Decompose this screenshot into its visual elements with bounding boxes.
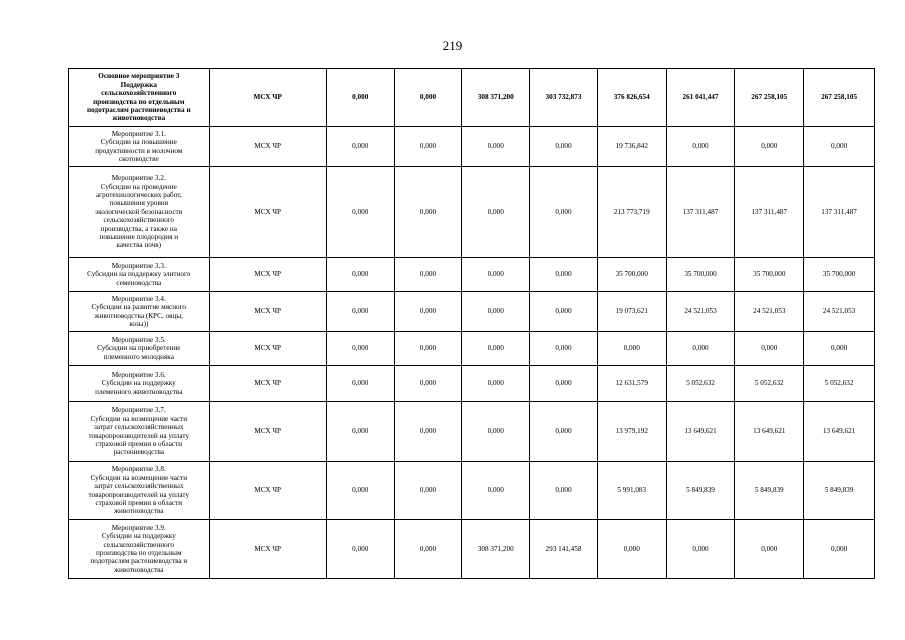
amount-cell: 35 700,000 <box>666 258 735 292</box>
activity-name-line: Мероприятие 3.6. <box>111 370 166 379</box>
activity-name-cell <box>69 366 210 402</box>
activity-name-line: Мероприятие 3.5. <box>111 335 166 344</box>
activity-name-line: Мероприятие 3.7. <box>111 406 166 415</box>
amount-cell: 0,000 <box>394 366 462 402</box>
amount-cell: 0,000 <box>666 127 735 167</box>
amount-cell: 0,000 <box>394 258 462 292</box>
amount-cell: 376 826,654 <box>597 69 666 127</box>
amount-cell: 0,000 <box>326 332 394 366</box>
executor-cell: МСХ ЧР <box>209 167 326 258</box>
budget-table <box>68 68 875 579</box>
executor-cell: МСХ ЧР <box>209 520 326 579</box>
amount-cell: 137 311,487 <box>735 167 804 258</box>
activity-name-line: Субсидии на возмещение части <box>90 414 188 423</box>
amount-cell: 0,000 <box>804 127 875 167</box>
amount-cell: 267 258,105 <box>804 69 875 127</box>
amount-cell: 5 052,632 <box>735 366 804 402</box>
amount-cell: 0,000 <box>394 520 462 579</box>
activity-name-line: страховой премии в области <box>95 498 183 507</box>
activity-name-cell <box>69 332 210 366</box>
activity-name-line: скотоводстве <box>118 154 159 163</box>
amount-cell: 0,000 <box>666 520 735 579</box>
amount-cell: 0,000 <box>394 69 462 127</box>
amount-cell: 0,000 <box>326 520 394 579</box>
amount-cell: 13 979,192 <box>597 402 666 462</box>
activity-name-line: Субсидии на возмещение части <box>90 473 188 482</box>
activity-name-line: сельскохозяйственного <box>101 89 177 98</box>
amount-cell: 0,000 <box>462 127 530 167</box>
activity-name-line: производства по отдельным <box>93 97 185 106</box>
amount-cell: 0,000 <box>462 258 530 292</box>
amount-cell: 0,000 <box>804 332 875 366</box>
amount-cell: 13 649,621 <box>735 402 804 462</box>
activity-name-line: Мероприятие 3.9. <box>111 523 166 532</box>
amount-cell: 0,000 <box>326 292 394 332</box>
amount-cell: 0,000 <box>394 292 462 332</box>
amount-cell: 0,000 <box>530 258 598 292</box>
amount-cell: 0,000 <box>530 167 598 258</box>
executor-cell: МСХ ЧР <box>209 69 326 127</box>
amount-cell: 0,000 <box>394 167 462 258</box>
amount-cell: 35 700,000 <box>735 258 804 292</box>
amount-cell: 5 052,632 <box>666 366 735 402</box>
amount-cell: 0,000 <box>326 167 394 258</box>
activity-name-line: Основное мероприятие 3 <box>98 72 180 81</box>
amount-cell: 0,000 <box>530 366 598 402</box>
activity-name-line: Субсидии на повышение <box>100 138 177 147</box>
amount-cell: 0,000 <box>394 332 462 366</box>
amount-cell: 19 073,621 <box>597 292 666 332</box>
page-number: 219 <box>442 38 463 53</box>
amount-cell: 0,000 <box>735 520 804 579</box>
activity-row <box>69 366 875 402</box>
activity-row <box>69 462 875 520</box>
activity-name-cell <box>69 167 210 258</box>
activity-name-line: страховой премии в области <box>95 439 183 448</box>
activity-name-line: повышение плодородия и <box>99 233 179 242</box>
executor-cell: МСХ ЧР <box>209 402 326 462</box>
executor-cell: МСХ ЧР <box>209 332 326 366</box>
amount-cell: 0,000 <box>326 258 394 292</box>
activity-name-line: Мероприятие 3.1. <box>111 129 166 138</box>
amount-cell: 0,000 <box>530 332 598 366</box>
amount-cell: 0,000 <box>394 127 462 167</box>
activity-name-line: производства, а также на <box>100 224 177 233</box>
amount-cell: 0,000 <box>597 520 666 579</box>
amount-cell: 0,000 <box>462 167 530 258</box>
executor-cell: МСХ ЧР <box>209 292 326 332</box>
amount-cell: 0,000 <box>530 292 598 332</box>
activity-name-line: племенного молодняка <box>103 352 174 361</box>
amount-cell: 0,000 <box>326 402 394 462</box>
activity-name-line: Мероприятие 3.3. <box>111 261 166 270</box>
amount-cell: 0,000 <box>530 127 598 167</box>
activity-name-line: товаропроизводителей на уплату <box>88 431 190 440</box>
amount-cell: 0,000 <box>530 462 598 520</box>
activity-name-line: подотраслям растениеводства и <box>86 105 191 114</box>
activity-name-line: племенного животноводства <box>95 387 183 396</box>
amount-cell: 24 521,053 <box>804 292 875 332</box>
activity-name-line: Субсидии на поддержку <box>101 379 176 388</box>
activity-name-line: агротехнологических работ, <box>95 190 182 199</box>
activity-name-line: Поддержка <box>120 80 157 89</box>
activity-name-cell <box>69 292 210 332</box>
amount-cell: 261 041,447 <box>666 69 735 127</box>
amount-cell: 0,000 <box>804 520 875 579</box>
activity-name-line: подотраслям растениеводства и <box>90 557 188 566</box>
activity-name-line: продуктивности в молочном <box>95 146 183 155</box>
amount-cell: 293 141,458 <box>530 520 598 579</box>
amount-cell: 13 649,621 <box>666 402 735 462</box>
amount-cell: 5 991,083 <box>597 462 666 520</box>
activity-name-cell <box>69 402 210 462</box>
main-activity-row <box>69 69 875 127</box>
amount-cell: 0,000 <box>326 127 394 167</box>
amount-cell: 13 649,621 <box>804 402 875 462</box>
amount-cell: 5 849,839 <box>735 462 804 520</box>
activity-name-line: козы)) <box>129 319 149 328</box>
activity-name-line: затрат сельскохозяйственных <box>93 423 184 432</box>
amount-cell: 308 371,200 <box>462 69 530 127</box>
activity-name-cell <box>69 520 210 579</box>
amount-cell: 24 521,053 <box>666 292 735 332</box>
amount-cell: 19 736,842 <box>597 127 666 167</box>
amount-cell: 0,000 <box>462 462 530 520</box>
activity-name-line: животноводства (КРС, овцы, <box>94 311 183 320</box>
activity-name-line: животноводства <box>114 507 164 516</box>
activity-name-line: Мероприятие 3.4. <box>111 294 166 303</box>
activity-name-line: Субсидии на проведение <box>100 182 177 191</box>
amount-cell: 0,000 <box>735 127 804 167</box>
activity-name-cell <box>69 69 210 127</box>
activity-name-line: товаропроизводителей на уплату <box>88 490 190 499</box>
activity-name-line: Субсидии на поддержку <box>101 532 176 541</box>
activity-row <box>69 127 875 167</box>
amount-cell: 24 521,053 <box>735 292 804 332</box>
amount-cell: 0,000 <box>666 332 735 366</box>
activity-name-cell <box>69 258 210 292</box>
amount-cell: 308 371,200 <box>462 520 530 579</box>
activity-name-line: Субсидии на поддержку элитного <box>87 270 191 279</box>
activity-row <box>69 402 875 462</box>
amount-cell: 213 773,719 <box>597 167 666 258</box>
activity-name-line: сельскохозяйственного <box>103 540 175 549</box>
amount-cell: 303 732,873 <box>530 69 598 127</box>
activity-name-line: Субсидии на развитие мясного <box>91 303 187 312</box>
activity-row <box>69 167 875 258</box>
activity-row <box>69 520 875 579</box>
amount-cell: 35 700,000 <box>804 258 875 292</box>
amount-cell: 0,000 <box>394 402 462 462</box>
amount-cell: 35 700,000 <box>597 258 666 292</box>
amount-cell: 0,000 <box>462 402 530 462</box>
amount-cell: 0,000 <box>462 366 530 402</box>
activity-name-cell <box>69 127 210 167</box>
activity-name-line: качества почв) <box>116 241 162 250</box>
amount-cell: 0,000 <box>326 366 394 402</box>
executor-cell: МСХ ЧР <box>209 366 326 402</box>
amount-cell: 0,000 <box>326 69 394 127</box>
amount-cell: 267 258,105 <box>735 69 804 127</box>
activity-row <box>69 332 875 366</box>
amount-cell: 12 631,579 <box>597 366 666 402</box>
amount-cell: 0,000 <box>530 402 598 462</box>
activity-name-line: семеноводства <box>116 278 162 287</box>
amount-cell: 5 052,632 <box>804 366 875 402</box>
activity-name-line: Субсидии на приобретение <box>97 344 181 353</box>
executor-cell: МСХ ЧР <box>209 462 326 520</box>
activity-name-line: производства по отдельным <box>96 549 182 557</box>
activity-name-line: сельскохозяйственного <box>103 216 175 225</box>
activity-name-line: животноводства <box>112 114 166 123</box>
amount-cell: 5 849,839 <box>666 462 735 520</box>
activity-name-cell <box>69 462 210 520</box>
activity-name-line: затрат сельскохозяйственных <box>93 482 184 491</box>
activity-name-line: экологической безопасности <box>95 207 183 216</box>
amount-cell: 137 311,487 <box>804 167 875 258</box>
amount-cell: 0,000 <box>462 332 530 366</box>
amount-cell: 0,000 <box>597 332 666 366</box>
amount-cell: 0,000 <box>462 292 530 332</box>
executor-cell: МСХ ЧР <box>209 127 326 167</box>
executor-cell: МСХ ЧР <box>209 258 326 292</box>
activity-name-line: Мероприятие 3.2. <box>111 174 166 183</box>
amount-cell: 5 849,839 <box>804 462 875 520</box>
activity-name-line: животноводства <box>114 565 164 574</box>
amount-cell: 137 311,487 <box>666 167 735 258</box>
activity-name-line: растениеводства <box>113 448 164 457</box>
activity-row <box>69 258 875 292</box>
amount-cell: 0,000 <box>394 462 462 520</box>
amount-cell: 0,000 <box>326 462 394 520</box>
amount-cell: 0,000 <box>735 332 804 366</box>
activity-row <box>69 292 875 332</box>
activity-name-line: Мероприятие 3.8. <box>111 465 166 474</box>
activity-name-line: повышения уровня <box>109 199 169 208</box>
